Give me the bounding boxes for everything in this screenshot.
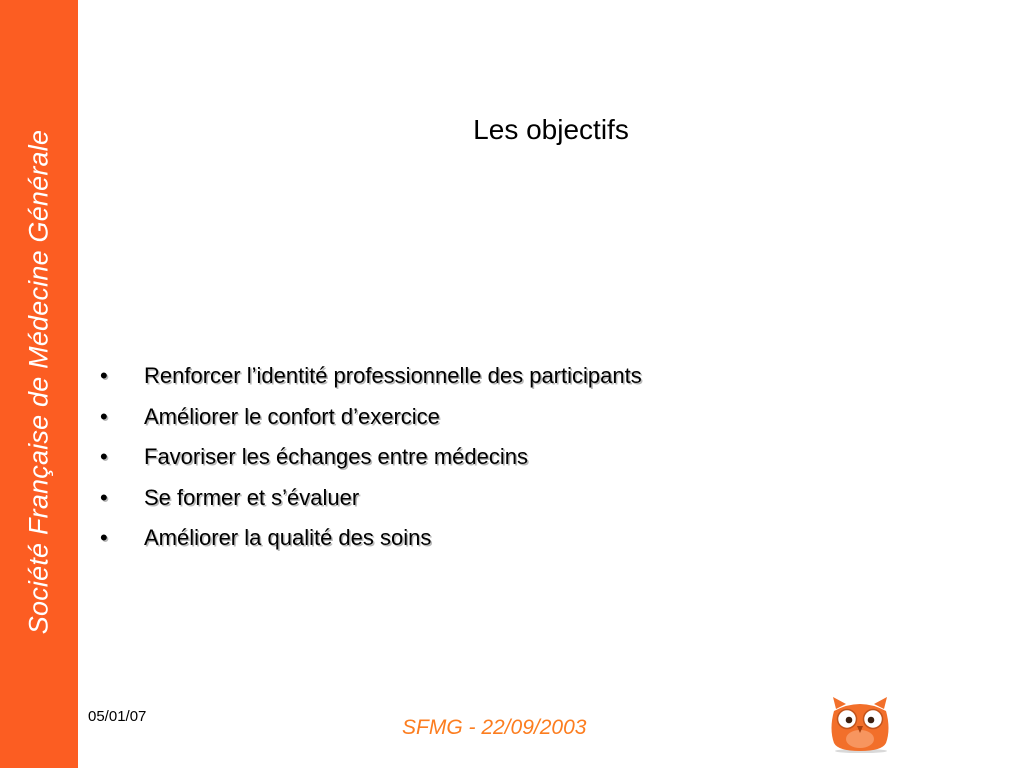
bullet-item (100, 482, 642, 523)
bullet-icon: • (100, 403, 108, 429)
footer-text: SFMG - 22/09/2003 (402, 716, 587, 739)
bullet-text: Favoriser les échanges entre médecins (144, 444, 528, 469)
bullet-icon: • (100, 525, 108, 550)
owl-icon (824, 695, 896, 753)
bullet-icon: • (100, 363, 108, 388)
bullet-item (100, 401, 642, 442)
bullet-icon: • (100, 484, 108, 510)
bullet-text: Améliorer la qualité des soins (144, 525, 432, 550)
bullet-text: Se former et s’évaluer (144, 484, 360, 510)
slide-title: Les objectifs (473, 114, 629, 145)
bullet-text: Améliorer le confort d’exercice (144, 403, 440, 429)
bullet-text: Renforcer l’identité professionnelle des participants (144, 363, 642, 388)
bullet-item (100, 522, 642, 563)
sidebar-band (0, 0, 78, 768)
sidebar-org-name: Société Française de Médecine Générale (23, 129, 54, 635)
bullet-icon: • (100, 444, 108, 469)
bullet-item (100, 360, 642, 401)
bullet-item (100, 441, 642, 482)
slide-date: 05/01/07 (88, 708, 147, 725)
bullet-list (100, 360, 642, 563)
